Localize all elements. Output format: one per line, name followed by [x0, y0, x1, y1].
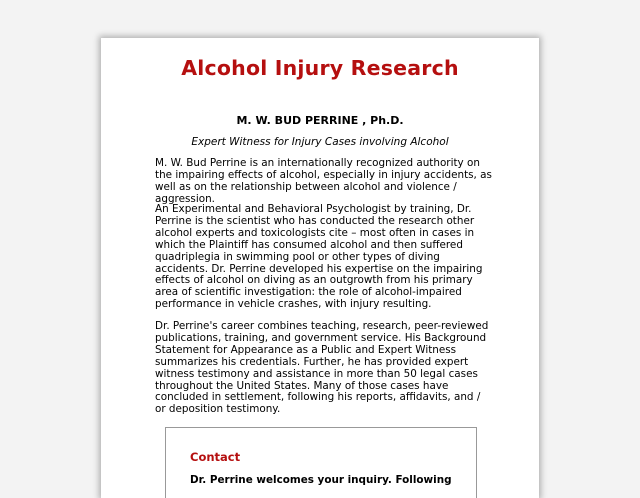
intro-paragraph: M. W. Bud Perrine is an internationally recognized authority on the impairing effects of alcohol, especially in injury accidents, as well as on the relationship between alcohol and violence / aggression.	[155, 157, 492, 205]
author-name: M. W. BUD PERRINE , Ph.D.	[236, 114, 404, 127]
tagline: Expert Witness for Injury Cases involving Alcohol	[191, 136, 449, 148]
career-paragraph: Dr. Perrine's career combines teaching, research, peer-reviewed publications, training, and government service. His Background Statement for Appearance as a Public and Expert Witness summarizes his credentials. Further, he has provided expert witness testimony and assistance in more than 50 legal cases throughout the United States. Many of those cases have concluded in settlement, following his reports, affidavits, and / or deposition testimony.	[155, 320, 489, 416]
document-page	[101, 38, 539, 498]
page-title: Alcohol Injury Research	[181, 56, 459, 80]
contact-box	[165, 427, 477, 498]
contact-heading: Contact	[190, 450, 241, 464]
contact-text: Dr. Perrine welcomes your inquiry. Following	[190, 474, 452, 486]
background-paragraph: An Experimental and Behavioral Psychologist by training, Dr. Perrine is the scientist who has conducted the research other alcohol experts and toxicologists cite – most often in cases in which the Plaintiff has consumed alcohol and then suffered quadriplegia in swimming pool or other types of diving accidents. Dr. Perrine developed his expertise on the impairing effects of alcohol on diving as an outgrowth from his primary area of scientific investigation: the role of alcohol-impaired performance in vehicle crashes, with injury resulting.	[155, 203, 483, 311]
